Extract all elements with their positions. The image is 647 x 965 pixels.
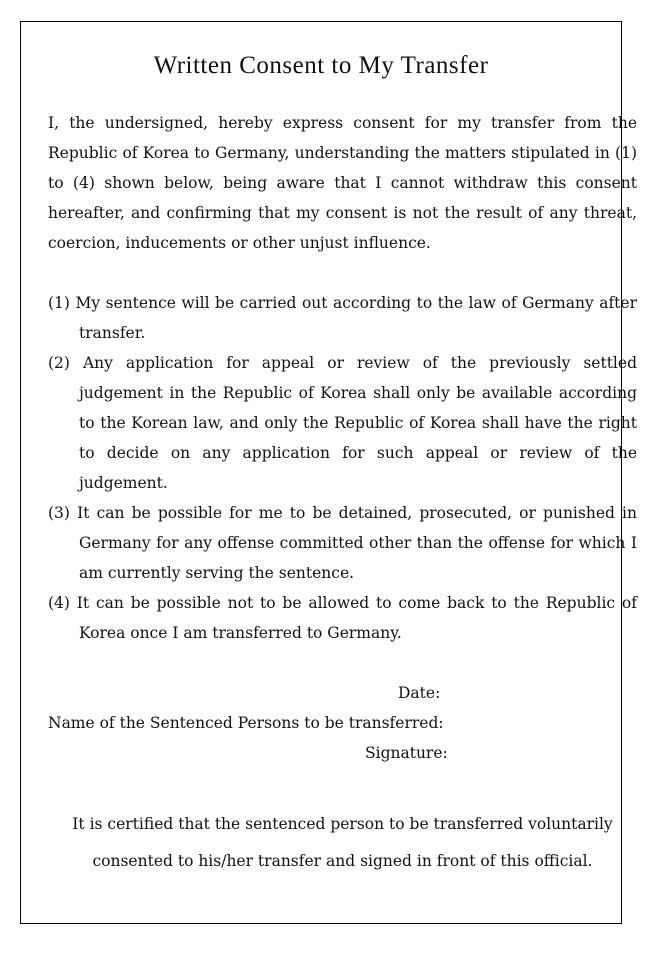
certification-statement xyxy=(48,806,637,880)
condition-item-3: (3) It can be possible for me to be detained, prosecuted, or punished in Germany for any offense committed other than the offense for which I am currently serving the sentence. xyxy=(48,504,637,582)
document-title: Written Consent to My Transfer xyxy=(153,52,489,79)
condition-item-2: (2) Any application for appeal or review of the previously settled judgement in the Republic of Korea shall only be available according to the Korean law, and only the Republic of Korea shall have the right to decide on any application for such appeal or review of the judgement. xyxy=(48,354,637,492)
condition-item-4: (4) It can be possible not to be allowed to come back to the Republic of Korea once I am transferred to Germany. xyxy=(48,594,637,642)
conditions-list xyxy=(48,288,637,648)
certification-line-1: It is certified that the sentenced person to be transferred voluntarily xyxy=(72,815,613,833)
signature-label: Signature: xyxy=(365,744,448,762)
consent-statement: I, the undersigned, hereby express consent for my transfer from the Republic of Korea to Germany, understanding the matters stipulated in (1) to (4) shown below, being aware that I cannot withdraw this consent hereafter, and confirming that my consent is not the result of any threat, coercion, inducements or other unjust influence. xyxy=(48,114,637,252)
condition-item-1: (1) My sentence will be carried out according to the law of Germany after transfer. xyxy=(48,294,637,342)
date-label: Date: xyxy=(398,684,441,702)
certification-line-2: consented to his/her transfer and signed in front of this official. xyxy=(92,852,593,870)
name-label: Name of the Sentenced Persons to be transferred: xyxy=(48,714,444,732)
document-frame xyxy=(20,21,637,924)
